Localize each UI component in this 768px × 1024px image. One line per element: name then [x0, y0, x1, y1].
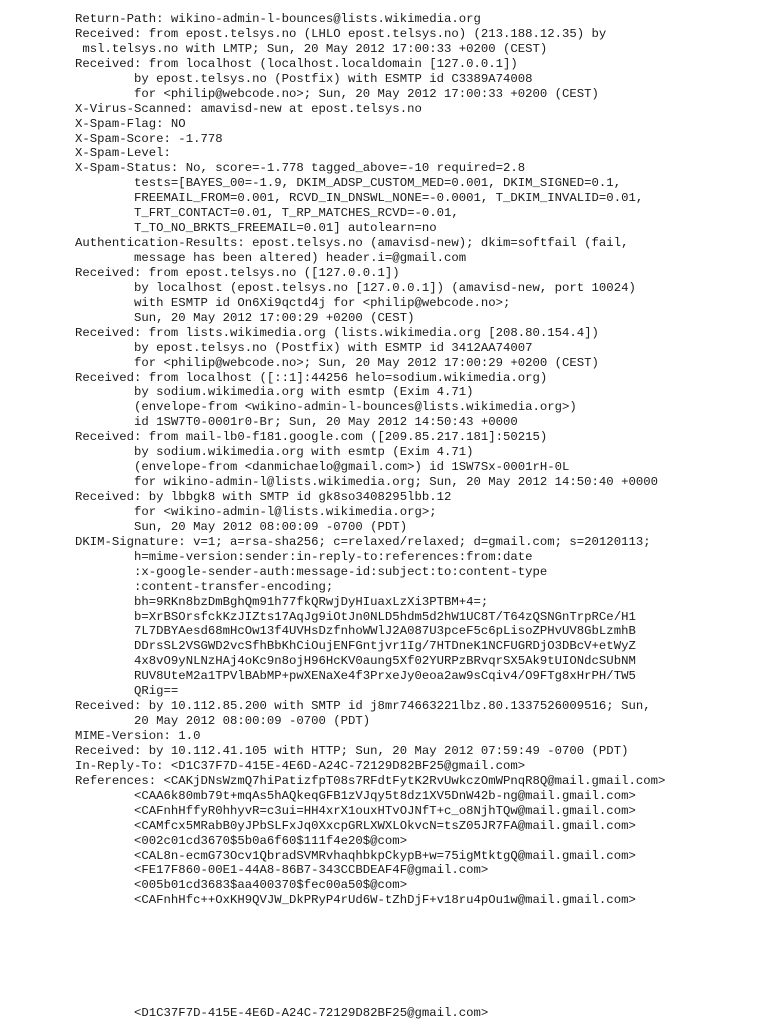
- header-line: T_TO_NO_BRKTS_FREEMAIL=0.01] autolearn=no: [75, 221, 437, 236]
- header-line: by localhost (epost.telsys.no [127.0.0.1]) (amavisd-new, port 10024): [75, 280, 636, 295]
- header-line: <CAA6k80mb79t+mqAs5hAQkeqGFB1zVJqy5t8dz1XV5DnW42b-ng@mail.gmail.com>: [75, 788, 636, 803]
- header-line: MIME-Version: 1.0: [75, 729, 201, 743]
- header-line: b=XrBSOrsfckKzJIZts17AqJg9iOtJn0NLD5hdm5d2hW1UC8T/T64zQSNGnTrpRCe/H1: [75, 609, 636, 624]
- header-line: Received: from epost.telsys.no (LHLO epost.telsys.no) (213.188.12.35) by: [75, 26, 607, 41]
- header-line: X-Spam-Flag: NO: [75, 116, 186, 131]
- header-line: 7L7DBYAesd68mHcOw13f4UVHsDzfnhoWWlJ2A087U3pceF5c6pLisoZPHvUV8GbLzmhB: [75, 624, 636, 639]
- header-line: <CAFnhHffyR0hhyvR=c3ui=HH4xrX1ouxHTvOJNfT+c_o8NjhTQw@mail.gmail.com>: [75, 803, 636, 818]
- email-header-block: [75, 12, 765, 908]
- header-line: Authentication-Results: epost.telsys.no (amavisd-new); dkim=softfail (fail,: [75, 236, 629, 251]
- header-line: Received: from mail-lb0-f181.google.com ([209.85.217.181]:50215): [75, 430, 548, 445]
- header-line: X-Spam-Status: No, score=-1.778 tagged_above=-10 required=2.8: [75, 161, 526, 176]
- header-line: Received: from epost.telsys.no ([127.0.0.1]): [75, 265, 400, 280]
- header-line: msl.telsys.no with LMTP; Sun, 20 May 2012 17:00:33 +0200 (CEST): [75, 41, 548, 56]
- header-line: DDrsSL2VSGWD2vcSfhBbKhCiOujENFGntjvr1Ig/7HTDneK1NCFUGRDjO3DBcV+etWyZ: [75, 639, 636, 654]
- header-line: by epost.telsys.no (Postfix) with ESMTP id 3412AA74007: [75, 340, 533, 355]
- header-line: X-Virus-Scanned: amavisd-new at epost.telsys.no: [75, 101, 422, 116]
- header-line: <FE17F860-00E1-44A8-86B7-343CCBDEAF4F@gmail.com>: [75, 863, 489, 878]
- header-line: for <philip@webcode.no>; Sun, 20 May 2012 17:00:33 +0200 (CEST): [75, 86, 599, 101]
- header-line: :content-transfer-encoding;: [75, 579, 334, 594]
- header-line: <002c01cd3670$5b0a6f60$111f4e20$@com>: [75, 833, 408, 848]
- header-line: Received: from localhost (localhost.localdomain [127.0.0.1]): [75, 56, 518, 71]
- header-line: for wikino-admin-l@lists.wikimedia.org; Sun, 20 May 2012 14:50:40 +0000: [75, 475, 658, 490]
- header-line: Sun, 20 May 2012 08:00:09 -0700 (PDT): [75, 519, 408, 534]
- header-line: h=mime-version:sender:in-reply-to:references:from:date: [75, 549, 533, 564]
- message-id-line: <D1C37F7D-415E-4E6D-A24C-72129D82BF25@gmail.com>: [75, 1006, 489, 1020]
- header-line: by sodium.wikimedia.org with esmtp (Exim 4.71): [75, 385, 474, 400]
- header-line: Sun, 20 May 2012 17:00:29 +0200 (CEST): [75, 310, 415, 325]
- header-line: message has been altered) header.i=@gmail.com: [75, 251, 467, 265]
- header-line: Received: from localhost ([::1]:44256 helo=sodium.wikimedia.org): [75, 370, 548, 385]
- header-line: QRig==: [75, 684, 179, 699]
- header-line: Received: by 10.112.85.200 with SMTP id j8mr74663221lbz.80.1337526009516; Sun,: [75, 699, 651, 714]
- header-line: by sodium.wikimedia.org with esmtp (Exim 4.71): [75, 445, 474, 460]
- header-line: id 1SW7T0-0001r0-Br; Sun, 20 May 2012 14:50:43 +0000: [75, 415, 518, 430]
- header-line: tests=[BAYES_00=-1.9, DKIM_ADSP_CUSTOM_MED=0.001, DKIM_SIGNED=0.1,: [75, 176, 622, 191]
- header-line: Received: by lbbgk8 with SMTP id gk8so3408295lbb.12: [75, 490, 452, 504]
- header-line: <005b01cd3683$aa400370$fec00a50$@com>: [75, 878, 408, 893]
- header-line: RUV8UteM2a1TPVlBAbMP+pwXENaXe4f3PrxeJy0eoa2aw9sCqiv4/O9FTg8xHrPH/TW5: [75, 669, 636, 684]
- header-line: In-Reply-To: <D1C37F7D-415E-4E6D-A24C-72129D82BF25@gmail.com>: [75, 758, 526, 773]
- header-line: for <wikino-admin-l@lists.wikimedia.org>;: [75, 504, 437, 519]
- header-line: T_FRT_CONTACT=0.01, T_RP_MATCHES_RCVD=-0.01,: [75, 206, 459, 221]
- header-line: Received: from lists.wikimedia.org (lists.wikimedia.org [208.80.154.4]): [75, 325, 599, 340]
- header-line: <CAFnhHfc++OxKH9QVJW_DkPRyP4rUd6W-tZhDjF+v18ru4pOu1w@mail.gmail.com>: [75, 893, 636, 908]
- header-line: bh=9RKn8bzDmBghQm91h77fkQRwjDyHIuaxLzXi3PTBM+4=;: [75, 594, 489, 609]
- header-line: X-Spam-Score: -1.778: [75, 131, 223, 146]
- header-line: Received: by 10.112.41.105 with HTTP; Sun, 20 May 2012 07:59:49 -0700 (PDT): [75, 743, 629, 758]
- header-line: Return-Path: wikino-admin-l-bounces@lists.wikimedia.org: [75, 12, 481, 26]
- header-line: <CAL8n-ecmG73Ocv1QbradSVMRvhaqhbkpCkypB+w=75igMtktgQ@mail.gmail.com>: [75, 848, 636, 863]
- header-line: 20 May 2012 08:00:09 -0700 (PDT): [75, 714, 371, 729]
- header-line: by epost.telsys.no (Postfix) with ESMTP id C3389A74008: [75, 71, 533, 86]
- header-line: DKIM-Signature: v=1; a=rsa-sha256; c=relaxed/relaxed; d=gmail.com; s=20120113;: [75, 534, 651, 549]
- header-line: (envelope-from <danmichaelo@gmail.com>) id 1SW7Sx-0001rH-0L: [75, 460, 570, 475]
- header-line: (envelope-from <wikino-admin-l-bounces@lists.wikimedia.org>): [75, 400, 577, 415]
- header-line: for <philip@webcode.no>; Sun, 20 May 2012 17:00:29 +0200 (CEST): [75, 355, 599, 370]
- header-line: <CAMfcx5MRabB0yJPbSLFxJq0XxcpGRLXWXLOkvcN=tsZ05JR7FA@mail.gmail.com>: [75, 818, 636, 833]
- header-line: FREEMAIL_FROM=0.001, RCVD_IN_DNSWL_NONE=-0.0001, T_DKIM_INVALID=0.01,: [75, 191, 644, 206]
- header-line: :x-google-sender-auth:message-id:subject:to:content-type: [75, 564, 548, 579]
- header-line: 4x8vO9yNLNzHAj4oKc9n8ojH96HcKV0aung5Xf02YURPzBRvqrSX5Ak9tUIONdcSUbNM: [75, 654, 636, 669]
- header-line: References: <CAKjDNsWzmQ7hiPatizfpT08s7RFdtFytK2RvUwkczOmWPnqR8Q@mail.gmail.com>: [75, 773, 666, 788]
- header-line: X-Spam-Level:: [75, 146, 171, 161]
- header-line: with ESMTP id On6Xi9qctd4j for <philip@webcode.no>;: [75, 295, 511, 310]
